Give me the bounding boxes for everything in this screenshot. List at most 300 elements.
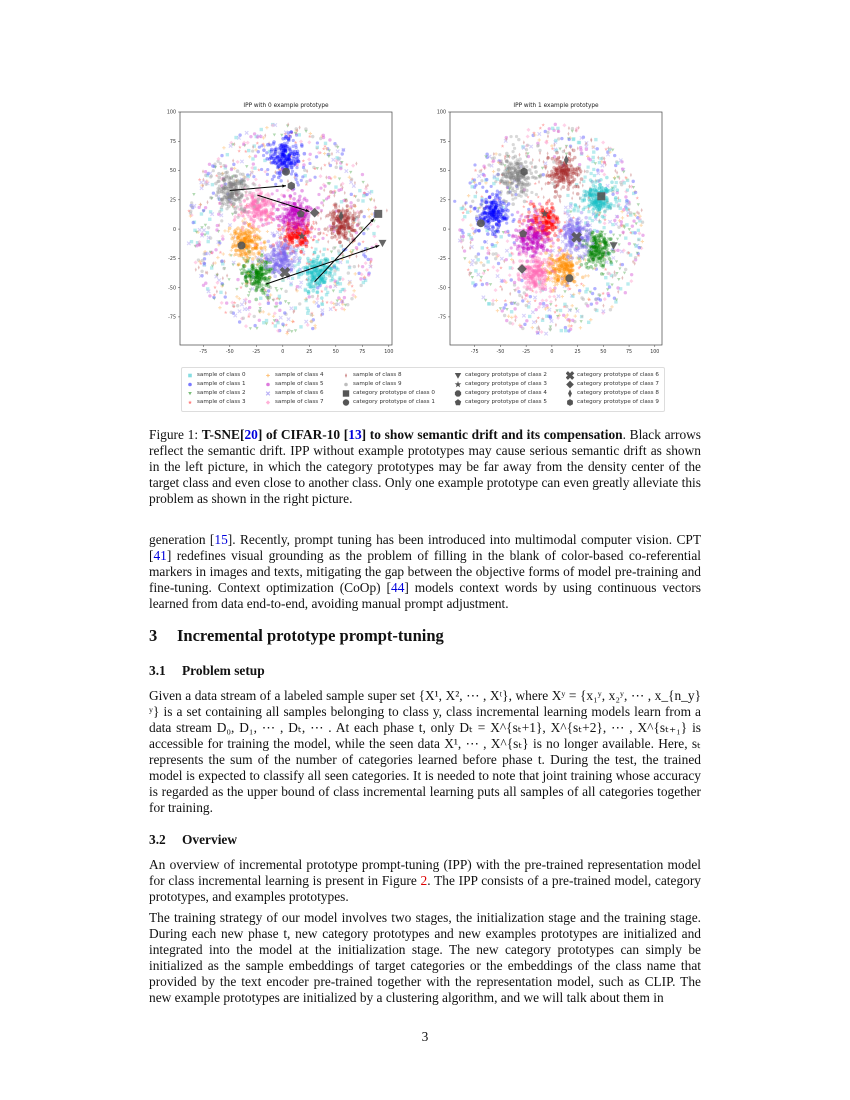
sample-point-class-1 xyxy=(487,210,491,214)
sample-point-class-7 xyxy=(526,134,530,138)
sample-point-class-6 xyxy=(287,318,290,321)
sample-point-class-5 xyxy=(505,258,508,261)
sample-point-class-8 xyxy=(555,323,557,327)
sample-point-class-1 xyxy=(517,290,520,293)
sample-point-class-4 xyxy=(235,295,238,298)
x-tick-label: 100 xyxy=(384,350,394,355)
sample-point-class-0 xyxy=(637,229,640,232)
sample-point-class-5 xyxy=(328,138,331,141)
sample-point-class-1 xyxy=(490,185,493,188)
sample-point-class-6 xyxy=(277,252,281,256)
sample-point-class-4 xyxy=(538,138,541,141)
sample-point-class-3 xyxy=(537,316,541,319)
sample-point-class-0 xyxy=(611,223,614,226)
sample-point-class-1 xyxy=(253,324,256,327)
sample-point-class-7 xyxy=(601,140,605,144)
sample-point-class-8 xyxy=(232,158,234,162)
sample-point-class-4 xyxy=(233,240,237,244)
sample-point-class-5 xyxy=(254,154,257,157)
sample-point-class-4 xyxy=(582,284,585,287)
sample-point-class-4 xyxy=(368,215,371,218)
sample-point-class-4 xyxy=(323,152,326,155)
sample-point-class-0 xyxy=(460,207,463,210)
sample-point-class-9 xyxy=(235,182,239,186)
sample-point-class-7 xyxy=(258,205,262,209)
sample-point-class-2 xyxy=(618,267,621,270)
sample-point-class-3 xyxy=(532,202,536,206)
sample-point-class-4 xyxy=(263,240,267,244)
sample-point-class-5 xyxy=(361,173,364,176)
sample-point-class-3 xyxy=(548,216,552,220)
sample-point-class-6 xyxy=(240,160,243,163)
sample-point-class-1 xyxy=(487,226,491,230)
sample-point-class-0 xyxy=(299,325,302,328)
sample-point-class-8 xyxy=(345,204,349,208)
sample-point-class-5 xyxy=(343,296,346,299)
sample-point-class-6 xyxy=(270,255,274,259)
sample-point-class-3 xyxy=(522,219,526,223)
sample-point-class-4 xyxy=(248,155,251,158)
sample-point-class-5 xyxy=(285,217,289,221)
sample-point-class-4 xyxy=(370,212,373,215)
sample-point-class-0 xyxy=(307,309,310,312)
sample-point-class-5 xyxy=(302,222,306,226)
sample-point-class-5 xyxy=(513,243,516,246)
sample-point-class-1 xyxy=(491,243,494,246)
sample-point-class-9 xyxy=(230,311,233,314)
sample-point-class-9 xyxy=(232,181,236,185)
sample-point-class-5 xyxy=(298,202,302,206)
sample-point-class-9 xyxy=(246,197,249,200)
sample-point-class-9 xyxy=(471,200,474,203)
sample-point-class-9 xyxy=(217,172,221,176)
sample-point-class-6 xyxy=(289,245,293,249)
sample-point-class-9 xyxy=(240,193,244,197)
sample-point-class-5 xyxy=(275,302,278,305)
sample-point-class-1 xyxy=(481,283,484,286)
sample-point-class-5 xyxy=(530,241,534,245)
sample-point-class-2 xyxy=(489,283,492,286)
sample-point-class-1 xyxy=(271,178,274,181)
sample-point-class-5 xyxy=(202,284,205,287)
sample-point-class-0 xyxy=(634,244,637,247)
sample-point-class-9 xyxy=(337,249,340,252)
sample-point-class-9 xyxy=(190,201,193,204)
sample-point-class-2 xyxy=(231,213,234,216)
sample-point-class-1 xyxy=(496,230,500,234)
sample-point-class-9 xyxy=(580,296,583,299)
sample-point-class-6 xyxy=(202,229,205,232)
sample-point-class-0 xyxy=(328,272,332,276)
sample-point-class-1 xyxy=(316,141,319,144)
sample-point-class-0 xyxy=(200,212,203,215)
sample-point-class-2 xyxy=(541,167,544,170)
sample-point-class-2 xyxy=(587,258,591,262)
sample-point-class-1 xyxy=(288,149,292,153)
sample-point-class-5 xyxy=(571,319,574,322)
sample-point-class-3 xyxy=(580,282,584,285)
sample-point-class-5 xyxy=(313,235,316,238)
sample-point-class-5 xyxy=(501,309,504,312)
sample-point-class-6 xyxy=(352,184,355,187)
sample-point-class-0 xyxy=(291,277,294,280)
sample-point-class-9 xyxy=(200,270,203,273)
sample-point-class-6 xyxy=(273,250,277,254)
sample-point-class-2 xyxy=(622,170,625,173)
sample-point-class-1 xyxy=(313,176,316,179)
sample-point-class-0 xyxy=(591,208,595,212)
sample-point-class-1 xyxy=(591,292,594,295)
sample-point-class-0 xyxy=(314,248,317,251)
sample-point-class-0 xyxy=(617,204,620,207)
sample-point-class-2 xyxy=(264,276,268,280)
sample-point-class-0 xyxy=(593,174,596,177)
sample-point-class-0 xyxy=(322,253,325,256)
sample-point-class-0 xyxy=(311,289,315,293)
sample-point-class-1 xyxy=(279,179,282,182)
sample-point-class-3 xyxy=(554,304,558,307)
sample-point-class-1 xyxy=(564,326,567,329)
sample-point-class-5 xyxy=(299,224,303,228)
sample-point-class-8 xyxy=(327,229,329,233)
sample-point-class-6 xyxy=(289,267,293,271)
sample-point-class-3 xyxy=(219,251,223,254)
sample-point-class-9 xyxy=(508,321,511,324)
sample-point-class-2 xyxy=(287,302,290,305)
sample-point-class-5 xyxy=(514,228,518,232)
sample-point-class-1 xyxy=(284,137,288,141)
sample-point-class-8 xyxy=(567,132,569,136)
sample-point-class-1 xyxy=(480,212,484,216)
sample-point-class-6 xyxy=(283,257,287,261)
sample-point-class-4 xyxy=(244,236,248,240)
sample-point-class-6 xyxy=(273,275,277,279)
sample-point-class-1 xyxy=(473,163,476,166)
sample-point-class-8 xyxy=(351,229,355,233)
sample-point-class-5 xyxy=(539,302,542,305)
sample-point-class-0 xyxy=(614,300,617,303)
sample-point-class-8 xyxy=(329,212,333,216)
sample-point-class-3 xyxy=(550,206,554,210)
sample-point-class-7 xyxy=(265,222,269,226)
sample-point-class-2 xyxy=(244,278,248,282)
sample-point-class-4 xyxy=(550,144,553,147)
sample-point-class-2 xyxy=(260,283,264,287)
sample-point-class-7 xyxy=(261,224,265,228)
sample-point-class-7 xyxy=(259,241,263,245)
sample-point-class-5 xyxy=(542,245,546,249)
sample-point-class-4 xyxy=(576,272,580,276)
sample-point-class-1 xyxy=(292,139,295,142)
sample-point-class-5 xyxy=(359,277,362,280)
sample-point-class-7 xyxy=(265,179,269,183)
sample-point-class-0 xyxy=(334,185,337,188)
sample-point-class-5 xyxy=(527,244,531,248)
sample-point-class-6 xyxy=(265,257,269,261)
sample-point-class-5 xyxy=(248,306,251,309)
sample-point-class-1 xyxy=(232,163,235,166)
sample-point-class-3 xyxy=(636,196,640,199)
sample-point-class-1 xyxy=(367,258,370,261)
sample-point-class-9 xyxy=(227,195,231,199)
sample-point-class-1 xyxy=(483,206,487,210)
sample-point-class-5 xyxy=(522,239,526,243)
x-tick-label: 0 xyxy=(281,350,285,355)
sample-point-class-5 xyxy=(537,231,541,235)
sample-point-class-5 xyxy=(533,232,537,236)
sample-point-class-0 xyxy=(297,263,300,266)
sample-point-class-1 xyxy=(265,151,268,154)
sample-point-class-4 xyxy=(250,240,254,244)
sample-point-class-0 xyxy=(566,194,569,197)
sample-point-class-4 xyxy=(256,252,260,256)
sample-point-class-6 xyxy=(505,249,508,252)
sample-point-class-3 xyxy=(601,292,605,295)
sample-point-class-4 xyxy=(230,237,234,241)
sample-point-class-6 xyxy=(272,271,276,275)
sample-point-class-6 xyxy=(278,264,282,268)
sample-point-class-0 xyxy=(474,269,477,272)
sample-point-class-5 xyxy=(293,209,297,213)
sample-point-class-1 xyxy=(275,156,279,160)
sample-point-class-4 xyxy=(567,262,571,266)
sample-point-class-6 xyxy=(283,242,287,246)
sample-point-class-5 xyxy=(200,232,203,235)
drift-arrow-head xyxy=(375,245,379,248)
sample-point-class-0 xyxy=(623,181,626,184)
sample-point-class-0 xyxy=(340,200,343,203)
sample-point-class-6 xyxy=(281,251,285,255)
sample-point-class-9 xyxy=(335,144,338,147)
sample-point-class-9 xyxy=(565,305,568,308)
sample-point-class-7 xyxy=(244,190,248,194)
sample-point-class-7 xyxy=(637,231,641,235)
sample-point-class-9 xyxy=(224,174,228,178)
sample-point-class-9 xyxy=(482,263,485,266)
sample-point-class-2 xyxy=(599,263,603,267)
sample-point-class-3 xyxy=(326,248,330,251)
sample-point-class-6 xyxy=(279,241,283,245)
sample-point-class-0 xyxy=(309,282,313,286)
y-tick-label: -75 xyxy=(168,315,176,321)
sample-point-class-0 xyxy=(260,128,263,131)
sample-point-class-7 xyxy=(493,288,497,292)
sample-point-class-0 xyxy=(323,248,326,251)
sample-point-class-4 xyxy=(575,261,579,265)
sample-point-class-8 xyxy=(355,254,357,258)
sample-point-class-4 xyxy=(556,278,560,282)
sample-point-class-8 xyxy=(628,184,630,188)
sample-point-class-5 xyxy=(524,215,527,218)
sample-point-class-5 xyxy=(242,143,245,146)
sample-point-class-6 xyxy=(300,281,303,284)
x-tick-label: 75 xyxy=(359,350,366,355)
sample-point-class-9 xyxy=(242,183,246,187)
sample-point-class-5 xyxy=(294,224,298,228)
sample-point-class-7 xyxy=(272,206,276,210)
sample-point-class-8 xyxy=(306,169,308,173)
sample-point-class-6 xyxy=(500,257,503,260)
sample-point-class-5 xyxy=(518,218,521,221)
sample-point-class-1 xyxy=(634,191,637,194)
sample-point-class-3 xyxy=(224,311,228,314)
sample-point-class-5 xyxy=(303,228,307,232)
sample-point-class-5 xyxy=(504,231,507,234)
sample-point-class-4 xyxy=(233,167,236,170)
sample-point-class-5 xyxy=(538,202,541,205)
sample-point-class-0 xyxy=(348,266,351,269)
sample-point-class-0 xyxy=(278,295,281,298)
sample-point-class-5 xyxy=(317,228,320,231)
sample-point-class-5 xyxy=(513,281,516,284)
sample-point-class-5 xyxy=(527,155,530,158)
sample-point-class-8 xyxy=(602,303,604,307)
sample-point-class-1 xyxy=(315,155,318,158)
sample-point-class-9 xyxy=(239,208,243,212)
sample-point-class-1 xyxy=(281,323,284,326)
sample-point-class-2 xyxy=(613,178,616,181)
sample-point-class-0 xyxy=(584,193,588,197)
sample-point-class-0 xyxy=(591,219,594,222)
sample-point-class-3 xyxy=(198,178,202,181)
sample-point-class-1 xyxy=(596,147,599,150)
sample-point-class-1 xyxy=(486,232,490,236)
sample-point-class-6 xyxy=(198,228,201,231)
sample-point-class-1 xyxy=(621,263,624,266)
sample-point-class-4 xyxy=(234,252,238,256)
sample-point-class-0 xyxy=(486,260,489,263)
sample-point-class-2 xyxy=(245,165,248,168)
sample-point-class-7 xyxy=(258,217,262,221)
sample-point-class-2 xyxy=(254,298,258,302)
sample-point-class-2 xyxy=(618,234,621,237)
sample-point-class-5 xyxy=(462,235,465,238)
sample-point-class-4 xyxy=(367,208,370,211)
sample-point-class-0 xyxy=(341,288,344,291)
sample-point-class-9 xyxy=(284,290,287,293)
sample-point-class-5 xyxy=(339,167,342,170)
sample-point-class-5 xyxy=(204,206,207,209)
sample-point-class-2 xyxy=(606,251,610,255)
sample-point-class-3 xyxy=(545,221,549,225)
sample-point-class-4 xyxy=(239,231,243,235)
sample-point-class-1 xyxy=(523,323,526,326)
sample-point-class-9 xyxy=(241,173,245,177)
sample-point-class-9 xyxy=(617,226,620,229)
sample-point-class-4 xyxy=(469,223,472,226)
sample-point-class-7 xyxy=(306,323,310,327)
sample-point-class-9 xyxy=(305,180,308,183)
sample-point-class-8 xyxy=(195,268,197,272)
sample-point-class-9 xyxy=(243,221,246,224)
sample-point-class-1 xyxy=(290,172,293,175)
sample-point-class-0 xyxy=(554,139,557,142)
sample-point-class-5 xyxy=(630,273,633,276)
sample-point-class-5 xyxy=(535,244,539,248)
sample-point-class-4 xyxy=(558,260,562,264)
x-tick-label: -50 xyxy=(225,350,234,355)
sample-point-class-8 xyxy=(299,125,301,129)
sample-point-class-2 xyxy=(259,272,263,276)
sample-point-class-2 xyxy=(255,270,259,274)
sample-point-class-4 xyxy=(246,256,250,260)
sample-point-class-8 xyxy=(547,134,549,138)
sample-point-class-3 xyxy=(486,268,490,271)
sample-point-class-9 xyxy=(219,162,222,165)
sample-point-class-3 xyxy=(518,224,521,227)
sample-point-class-1 xyxy=(350,193,353,196)
sample-point-class-4 xyxy=(252,252,256,256)
sample-point-class-1 xyxy=(560,137,563,140)
sample-point-class-8 xyxy=(470,240,472,244)
sample-point-class-9 xyxy=(503,314,506,317)
sample-point-class-0 xyxy=(346,260,349,263)
sample-point-class-1 xyxy=(277,176,281,180)
sample-point-class-6 xyxy=(612,256,615,259)
sample-point-class-8 xyxy=(319,250,321,254)
sample-point-class-5 xyxy=(548,127,551,130)
sample-point-class-4 xyxy=(267,312,270,315)
sample-point-class-9 xyxy=(609,308,612,311)
sample-point-class-9 xyxy=(212,169,215,172)
sample-point-class-5 xyxy=(309,153,312,156)
sample-point-class-3 xyxy=(499,266,503,269)
sample-point-class-7 xyxy=(365,268,369,272)
sample-point-class-5 xyxy=(569,327,572,330)
sample-point-class-0 xyxy=(626,179,629,182)
sample-point-class-7 xyxy=(236,160,240,164)
sample-point-class-2 xyxy=(618,243,621,246)
sample-point-class-3 xyxy=(479,279,483,282)
sample-point-class-5 xyxy=(367,273,370,276)
sample-point-class-0 xyxy=(467,233,470,236)
sample-point-class-1 xyxy=(638,246,641,249)
sample-point-class-5 xyxy=(530,214,533,217)
sample-point-class-5 xyxy=(517,236,521,240)
sample-point-class-1 xyxy=(294,172,298,176)
sample-point-class-6 xyxy=(283,247,287,251)
sample-point-class-8 xyxy=(493,152,495,156)
sample-point-class-0 xyxy=(582,208,586,212)
sample-point-class-2 xyxy=(594,162,597,165)
sample-point-class-5 xyxy=(248,300,251,303)
sample-point-class-9 xyxy=(634,256,637,259)
sample-point-class-1 xyxy=(453,200,456,203)
sample-point-class-5 xyxy=(586,304,589,307)
sample-point-class-8 xyxy=(357,215,361,219)
sample-point-class-1 xyxy=(262,154,265,157)
sample-point-class-8 xyxy=(630,173,632,177)
sample-point-class-6 xyxy=(477,174,480,177)
sample-point-class-2 xyxy=(602,239,606,243)
sample-point-class-7 xyxy=(278,224,282,228)
sample-point-class-0 xyxy=(613,204,616,207)
sample-point-class-6 xyxy=(276,231,279,234)
sample-point-class-0 xyxy=(587,166,590,169)
sample-point-class-9 xyxy=(232,174,236,178)
sample-point-class-7 xyxy=(265,218,269,222)
sample-point-class-9 xyxy=(236,179,240,183)
sample-point-class-5 xyxy=(540,232,544,236)
sample-point-class-1 xyxy=(274,183,277,186)
sample-point-class-6 xyxy=(345,169,348,172)
sample-point-class-0 xyxy=(294,306,297,309)
sample-point-class-0 xyxy=(324,277,328,281)
sample-point-class-8 xyxy=(359,227,363,231)
sample-point-class-0 xyxy=(597,186,601,190)
sample-point-class-3 xyxy=(474,169,478,172)
sample-point-class-3 xyxy=(325,233,328,236)
